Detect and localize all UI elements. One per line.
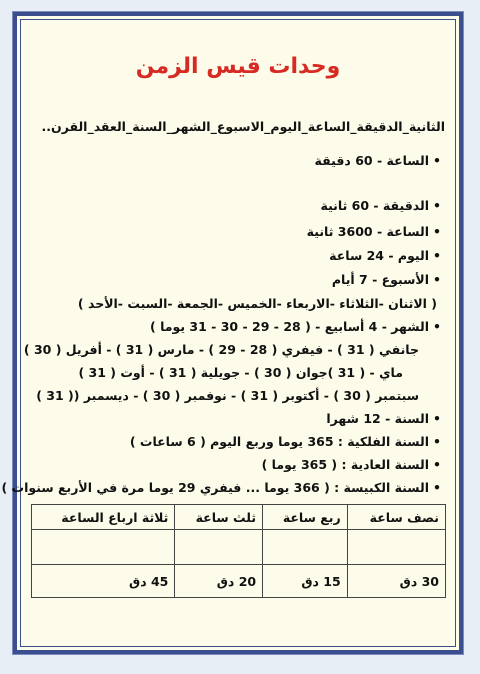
value-three-quarters-hour: 45 دق: [32, 565, 175, 598]
fact-leap-year: [1, 480, 445, 495]
intro-units-list: الثانية_الدقيقة_الساعة_اليوم_الاسبوع_الشهر_السنة_العقد_القرن..: [41, 119, 445, 134]
table-cell: [263, 530, 348, 565]
document-page: [1, 12, 463, 654]
bullet: •: [433, 224, 441, 239]
bullet: •: [433, 319, 441, 334]
table-cell: [175, 530, 263, 565]
bullet: •: [433, 411, 441, 426]
fact-week-days: [332, 272, 445, 287]
months-row-2: ماي - ( 31 )جوان ( 30 ) - جويلية ( 31 ) - أوت ( 31 ): [78, 365, 403, 380]
table-cell: [347, 530, 445, 565]
table-cell: [32, 530, 175, 565]
header-third-hour: ثلث ساعة: [175, 505, 263, 530]
bullet: •: [433, 272, 441, 287]
fact-minute-seconds: [321, 198, 446, 213]
bullet: •: [433, 153, 441, 168]
fact-text: السنة - 12 شهرا: [326, 411, 429, 426]
time-fractions-table: [31, 504, 446, 598]
page-title: وحدات قيس الزمن: [135, 54, 341, 79]
header-quarter-hour: ربع ساعة: [263, 505, 348, 530]
weekday-names: ( الاثنان -الثلاثاء -الاربعاء -الخميس -الجمعة -السبت -الأحد ): [77, 296, 437, 311]
fact-day-hours: [329, 248, 445, 263]
fact-year-months: [326, 411, 445, 426]
value-third-hour: 20 دق: [175, 565, 263, 598]
value-quarter-hour: 15 دق: [263, 565, 348, 598]
value-half-hour: 30 دق: [347, 565, 445, 598]
table-header-row: [32, 505, 446, 530]
fact-text: السنة الكبيسة : ( 366 يوما ... فيفري 29 يوما مرة في الأربع سنوات ): [1, 480, 429, 495]
table-values-row: [32, 565, 446, 598]
months-row-3: سبتمبر ( 30 ) - أكتوبر ( 31 ) - نوفمبر ( 30 ) - ديسمبر (( 31 ): [36, 388, 419, 403]
fact-text: الدقيقة - 60 ثانية: [320, 198, 429, 213]
fact-astronomical-year: [130, 434, 445, 449]
fact-text: الساعة - 60 دقيقة: [314, 153, 429, 168]
fact-text: الساعة - 3600 ثانية: [306, 224, 429, 239]
fact-text: الأسبوع - 7 أيام: [331, 272, 429, 287]
bullet: •: [433, 480, 441, 495]
header-three-quarters-hour: ثلاثة ارباع الساعة: [32, 505, 175, 530]
header-half-hour: نصف ساعة: [347, 505, 445, 530]
bullet: •: [433, 248, 441, 263]
bullet: •: [433, 457, 441, 472]
fact-month-weeks: [150, 319, 445, 334]
fact-hour-minutes: [315, 153, 445, 168]
fact-hour-seconds: [307, 224, 445, 239]
fact-common-year: [262, 457, 445, 472]
fact-text: اليوم - 24 ساعة: [329, 248, 429, 263]
months-row-1: جانفي ( 31 ) - فيفري ( 28 - 29 ) - مارس ( 31 ) - أفريل ( 30 ): [23, 342, 419, 357]
fact-text: الشهر - 4 أسابيع - ( 28 - 29 - 30 - 31 يوما ): [150, 319, 429, 334]
bullet: •: [433, 198, 441, 213]
fact-text: السنة الفلكية : 365 يوما وربع اليوم ( 6 ساعات ): [129, 434, 429, 449]
bullet: •: [433, 434, 441, 449]
table-row-empty: [32, 530, 446, 565]
fact-text: السنة العادية : ( 365 يوما ): [261, 457, 429, 472]
